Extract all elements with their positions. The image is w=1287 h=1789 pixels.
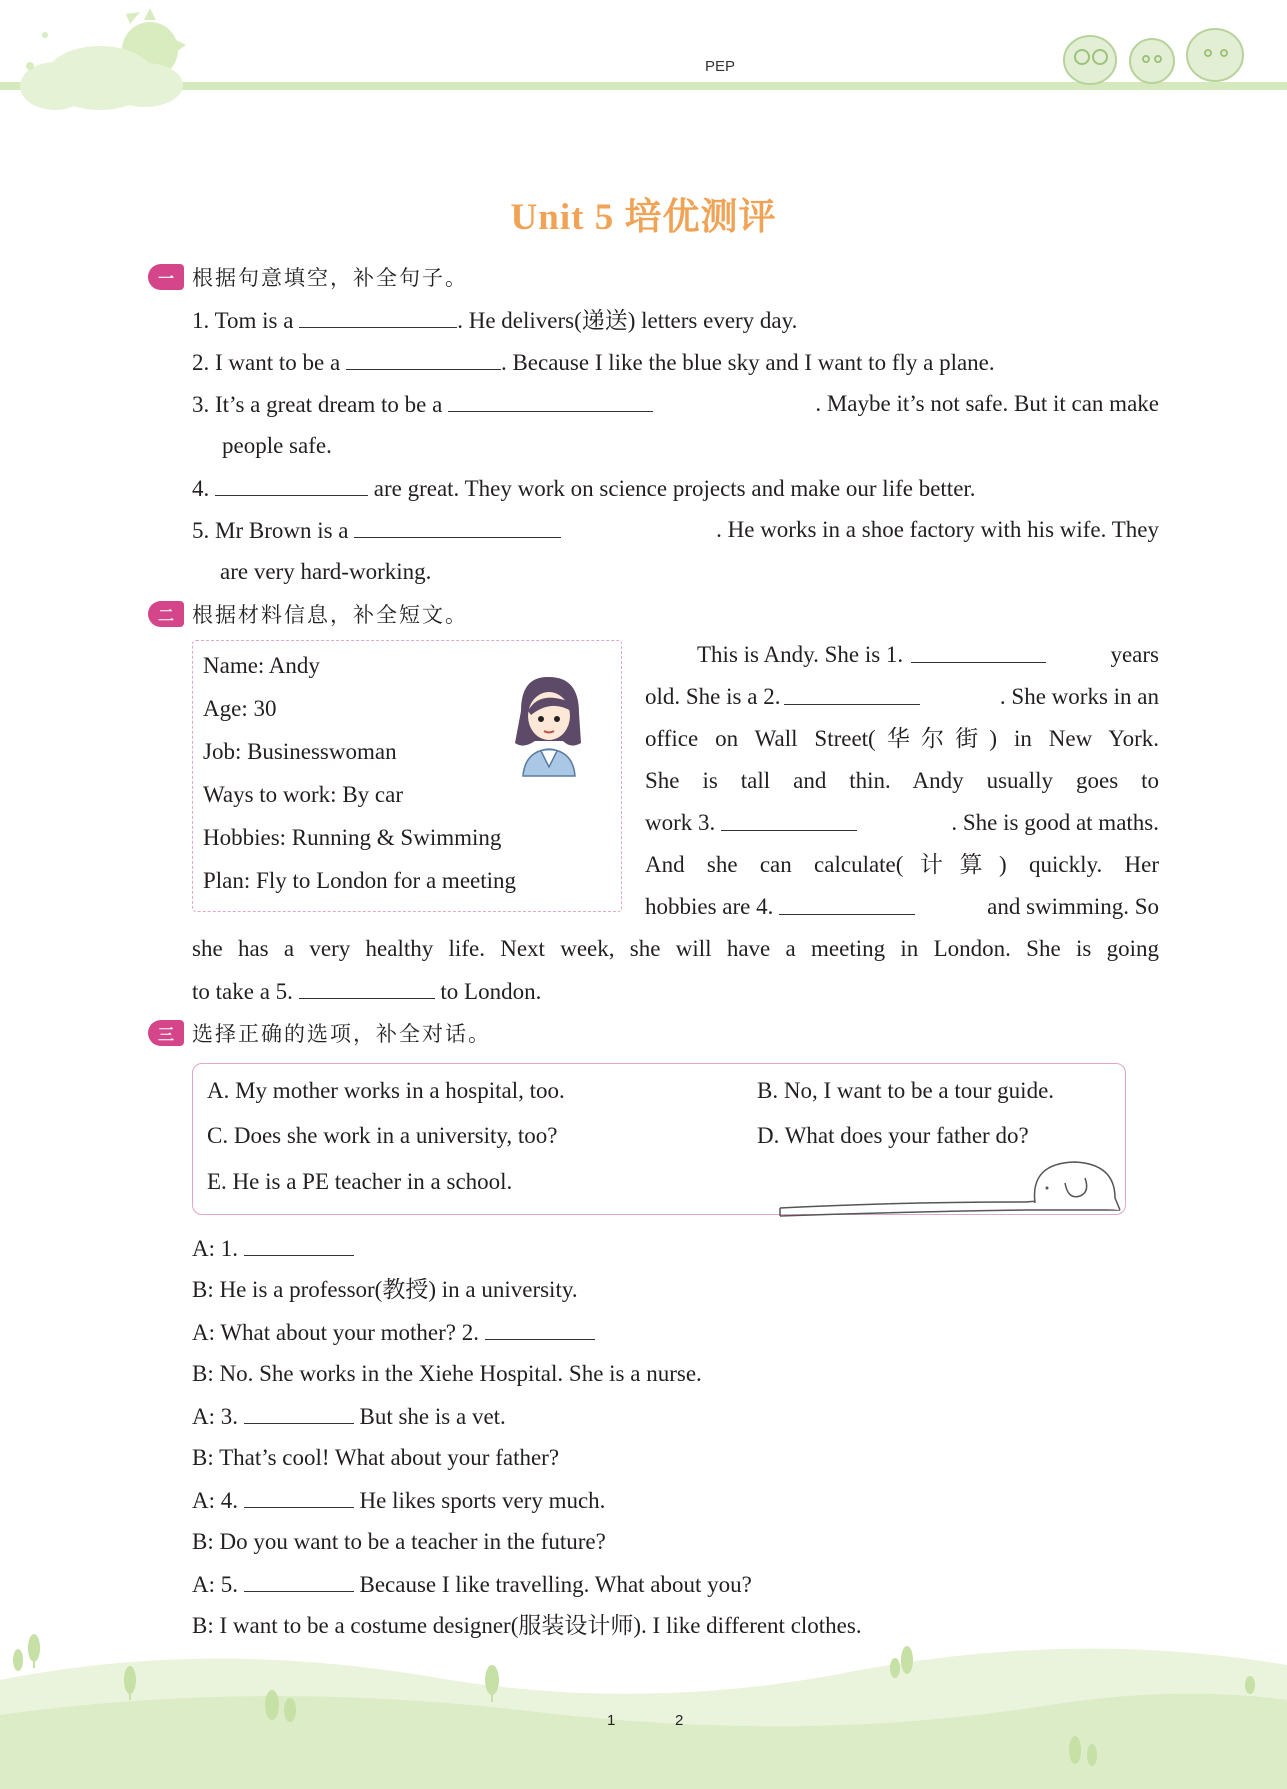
question-5-continued: are very hard-working. <box>220 559 432 584</box>
answer-blank[interactable] <box>784 682 920 705</box>
section-1-badge: 一 <box>148 264 184 290</box>
page-number-left: 1 <box>607 1712 616 1729</box>
section-2-badge: 二 <box>148 601 184 627</box>
question-3: 3. It’s a great dream to be a . Maybe it’s not safe. But it can make <box>192 391 1159 417</box>
answer-blank[interactable] <box>354 515 561 538</box>
info-job: Job: Businesswoman <box>203 739 397 764</box>
dialogue-line-1: A: 1. <box>192 1233 354 1264</box>
section-2-title: 根据材料信息，补全短文。 <box>192 603 468 627</box>
page-title: Unit 5 培优测评 <box>510 197 777 238</box>
dialogue-line-3: A: What about your mother? 2. <box>192 1317 595 1348</box>
info-card <box>192 640 622 912</box>
dialogue-line-9: A: 5. Because I like travelling. What about you? <box>192 1569 752 1600</box>
answer-blank[interactable] <box>299 305 457 328</box>
sun-cloud-icon <box>0 0 200 115</box>
info-name: Name: Andy <box>203 653 320 678</box>
section-1-title: 根据句意填空，补全句子。 <box>192 266 468 290</box>
businesswoman-illustration-icon <box>501 671 591 781</box>
passage-line-2: old. She is a 2. . She works in an <box>645 684 1159 709</box>
hills-footer-illustration <box>0 1620 1287 1789</box>
passage-line-8: she has a very healthy life. Next week, she will have a meeting in London. She is going <box>192 936 1159 961</box>
section-2-heading <box>148 599 468 629</box>
header-label: PEP <box>705 58 736 75</box>
answer-blank[interactable] <box>911 640 1046 663</box>
info-hobbies: Hobbies: Running & Swimming <box>203 825 502 850</box>
answer-blank[interactable] <box>244 1401 354 1424</box>
passage-line-4: She is tall and thin. Andy usually goes to <box>645 768 1159 793</box>
animal-faces-icon <box>1060 25 1250 87</box>
option-a: A. My mother works in a hospital, too. <box>207 1078 565 1103</box>
question-3-continued: people safe. <box>222 433 332 458</box>
dialogue-line-6: B: That’s cool! What about your father? <box>192 1445 560 1470</box>
dialogue-line-4: B: No. She works in the Xiehe Hospital. She is a nurse. <box>192 1361 702 1386</box>
elephant-trunk-icon <box>775 1158 1130 1223</box>
answer-blank[interactable] <box>244 1485 354 1508</box>
answer-blank[interactable] <box>244 1569 354 1592</box>
dialogue-line-10: B: I want to be a costume designer(服装设计师). I like different clothes. <box>192 1613 862 1638</box>
answer-blank[interactable] <box>215 473 368 496</box>
dialogue-line-8: B: Do you want to be a teacher in the future? <box>192 1529 606 1554</box>
answer-blank[interactable] <box>485 1317 595 1340</box>
answer-blank[interactable] <box>779 892 915 915</box>
passage-line-3: office on Wall Street(华尔街) in New York. <box>645 726 1159 751</box>
question-1: 1. Tom is a . He delivers(递送) letters every day. <box>192 305 797 336</box>
question-4: 4. are great. They work on science projects and make our life better. <box>192 473 976 504</box>
answer-blank[interactable] <box>721 808 857 831</box>
dialogue-line-5: A: 3. But she is a vet. <box>192 1401 506 1432</box>
answer-blank[interactable] <box>448 389 653 412</box>
passage-line-5: work 3. . She is good at maths. <box>645 810 1159 835</box>
section-3-title: 选择正确的选项，补全对话。 <box>192 1022 491 1046</box>
answer-blank[interactable] <box>299 976 435 999</box>
passage-line-7: hobbies are 4. and swimming. So <box>645 894 1159 919</box>
passage-line-9: to take a 5. to London. <box>192 976 541 1007</box>
section-1-heading <box>148 262 468 292</box>
dialogue-line-2: B: He is a professor(教授) in a university. <box>192 1277 578 1302</box>
section-3-heading <box>148 1018 491 1048</box>
answer-blank[interactable] <box>244 1233 354 1256</box>
option-b: B. No, I want to be a tour guide. <box>757 1078 1055 1103</box>
info-ways: Ways to work: By car <box>203 782 403 807</box>
dialogue-line-7: A: 4. He likes sports very much. <box>192 1485 605 1516</box>
question-5: 5. Mr Brown is a . He works in a shoe factory with his wife. They <box>192 517 1159 543</box>
answer-blank[interactable] <box>346 347 501 370</box>
info-plan: Plan: Fly to London for a meeting <box>203 868 517 893</box>
section-3-badge: 三 <box>148 1020 184 1046</box>
option-c: C. Does she work in a university, too? <box>207 1123 558 1148</box>
info-age: Age: 30 <box>203 696 277 721</box>
page-number-right: 2 <box>675 1712 684 1729</box>
passage-line-1: This is Andy. She is 1. years <box>697 642 1159 667</box>
option-d: D. What does your father do? <box>757 1123 1029 1148</box>
question-2: 2. I want to be a . Because I like the blue sky and I want to fly a plane. <box>192 347 995 378</box>
passage-line-6: And she can calculate(计算) quickly. Her <box>645 852 1159 877</box>
option-e: E. He is a PE teacher in a school. <box>207 1169 513 1194</box>
